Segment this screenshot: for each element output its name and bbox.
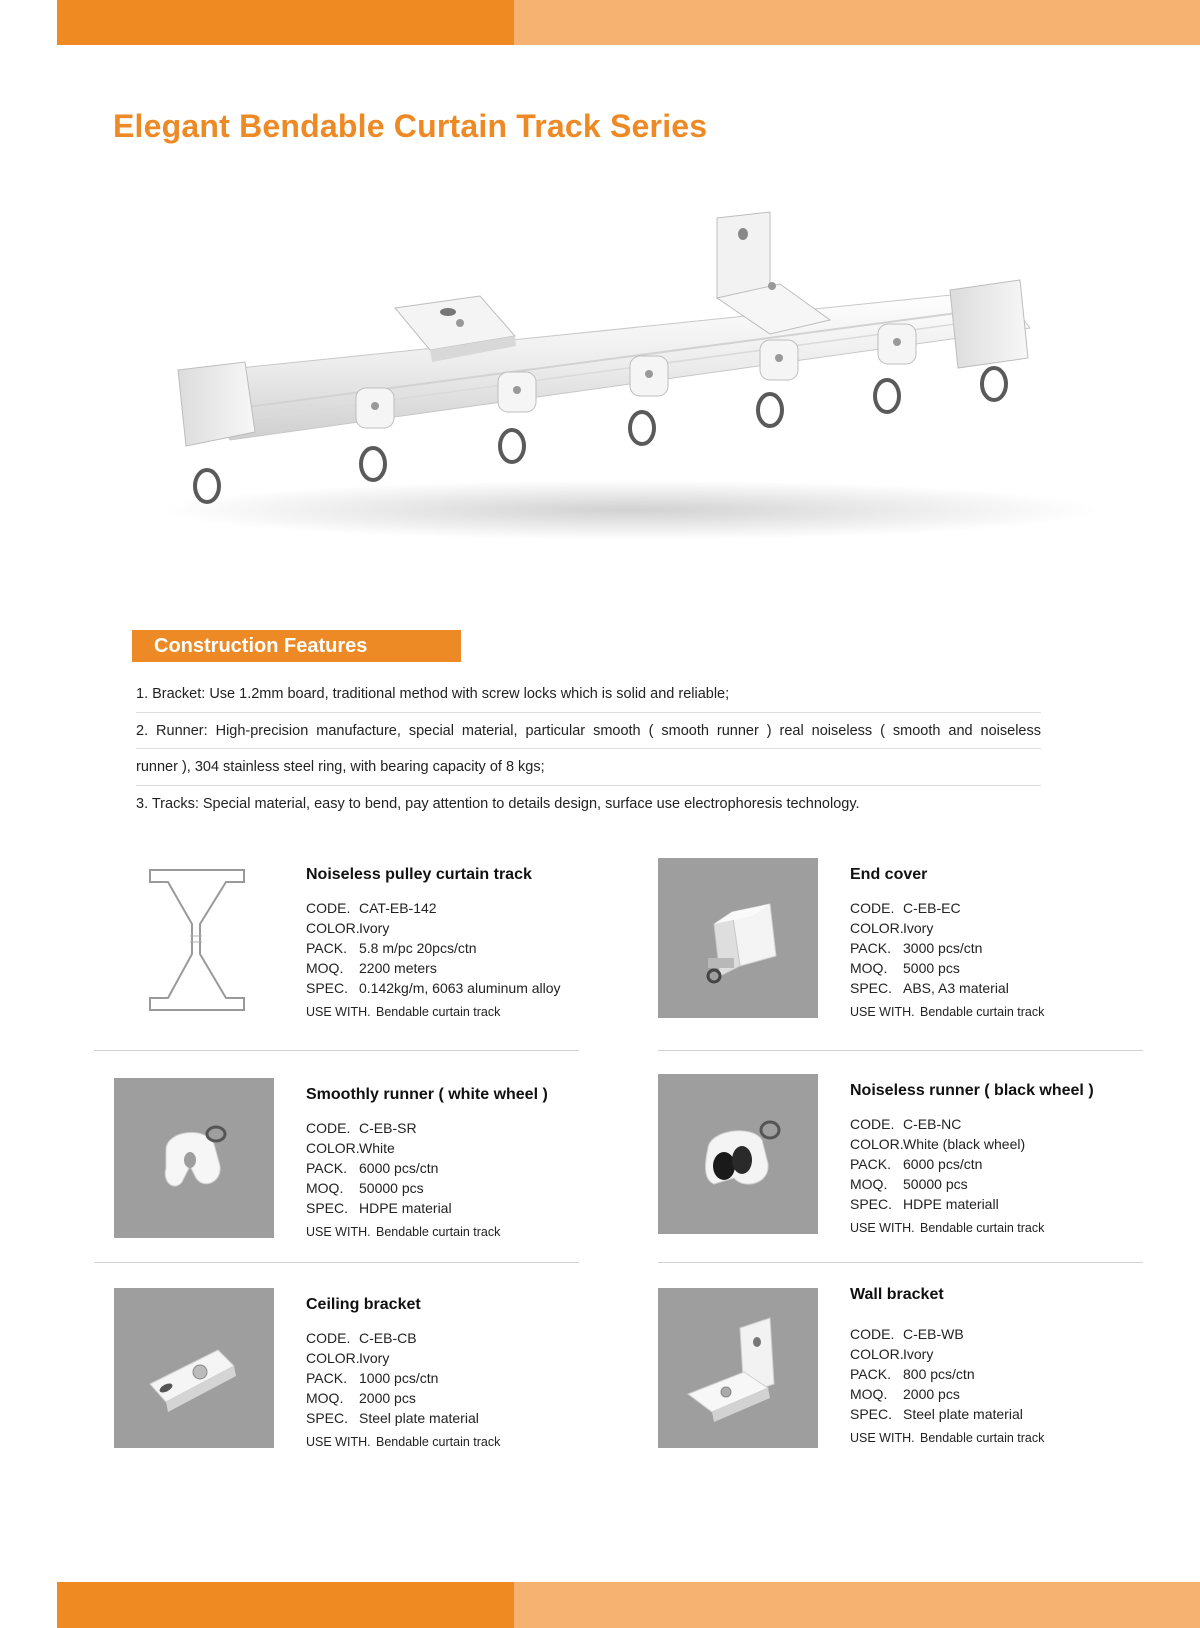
construction-features-list — [136, 676, 1041, 822]
black-runner-icon — [658, 1074, 818, 1234]
product-card-black-runner — [658, 1074, 1200, 1264]
spec-use-with: USE WITH. Bendable curtain track — [850, 1431, 1045, 1445]
spec-code: CODE. CAT-EB-142 — [306, 900, 437, 916]
spec-spec: SPEC. Steel plate material — [850, 1406, 1023, 1422]
spec-spec: SPEC. Steel plate material — [306, 1410, 479, 1426]
product-card-pulley-track — [114, 858, 674, 1048]
product-card-end-cover — [658, 858, 1200, 1048]
spec-code: CODE. C-EB-CB — [306, 1330, 417, 1346]
product-info — [850, 1082, 1190, 1239]
spec-pack: PACK. 1000 pcs/ctn — [306, 1370, 439, 1386]
construction-features-heading: Construction Features — [132, 630, 461, 662]
spec-moq: MOQ. 2000 pcs — [306, 1390, 416, 1406]
product-info — [306, 1296, 646, 1453]
end-cover-icon — [658, 858, 818, 1018]
product-name: End cover — [850, 866, 928, 883]
track-profile-icon — [114, 858, 274, 1018]
feature-line-runner-continued: runner ), 304 stainless steel ring, with bearing capacity of 8 kgs; — [136, 749, 1041, 786]
row-divider — [94, 1262, 579, 1263]
spec-moq: MOQ. 5000 pcs — [850, 960, 960, 976]
spec-moq: MOQ. 2000 pcs — [850, 1386, 960, 1402]
spec-code: CODE. C-EB-SR — [306, 1120, 417, 1136]
product-name: Wall bracket — [850, 1286, 944, 1303]
product-card-wall-bracket — [658, 1288, 1200, 1478]
feature-line-bracket: 1. Bracket: Use 1.2mm board, traditional method with screw locks which is solid and reliable; — [136, 676, 1041, 713]
top-bar-light-segment — [514, 0, 1200, 45]
bottom-bar-light-segment — [514, 1582, 1200, 1628]
feature-line-runner: 2. Runner: High-precision manufacture, special material, particular smooth ( smooth runner ) real noiseless ( smooth and noiseless — [136, 713, 1041, 750]
spec-use-with: USE WITH. Bendable curtain track — [850, 1221, 1045, 1235]
spec-pack: PACK. 3000 pcs/ctn — [850, 940, 983, 956]
spec-code: CODE. C-EB-WB — [850, 1326, 964, 1342]
bottom-color-bar — [57, 1582, 1200, 1628]
spec-spec: SPEC. HDPE material — [306, 1200, 452, 1216]
curtain-track-hero-image — [130, 210, 1110, 580]
product-info — [850, 866, 1190, 1023]
product-name: Ceiling bracket — [306, 1296, 421, 1313]
product-info — [306, 1086, 646, 1243]
product-name: Noiseless runner ( black wheel ) — [850, 1082, 1094, 1099]
feature-line-tracks: 3. Tracks: Special material, easy to bend, pay attention to details design, surface use electrophoresis technology. — [136, 795, 860, 812]
spec-color: COLOR.White — [306, 1140, 395, 1156]
wall-bracket-icon — [658, 1288, 818, 1448]
spec-color: COLOR.White (black wheel) — [850, 1136, 1026, 1152]
bottom-bar-dark-segment — [57, 1582, 514, 1628]
spec-use-with: USE WITH. Bendable curtain track — [306, 1005, 501, 1019]
product-name: Noiseless pulley curtain track — [306, 866, 532, 883]
spec-spec: SPEC. 0.142kg/m, 6063 aluminum alloy — [306, 980, 561, 996]
row-divider — [658, 1050, 1143, 1051]
spec-color: COLOR.Ivory — [850, 920, 934, 936]
ceiling-bracket-icon — [114, 1288, 274, 1448]
product-card-white-runner — [114, 1078, 674, 1268]
spec-code: CODE. C-EB-EC — [850, 900, 961, 916]
row-divider — [94, 1050, 579, 1051]
spec-color: COLOR.Ivory — [850, 1346, 934, 1362]
row-divider — [658, 1262, 1143, 1263]
product-info — [306, 866, 646, 1023]
spec-pack: PACK. 5.8 m/pc 20pcs/ctn — [306, 940, 477, 956]
spec-color: COLOR.Ivory — [306, 920, 390, 936]
top-bar-dark-segment — [57, 0, 514, 45]
product-info — [850, 1286, 1190, 1449]
spec-color: COLOR.Ivory — [306, 1350, 390, 1366]
top-color-bar — [57, 0, 1200, 45]
spec-use-with: USE WITH. Bendable curtain track — [850, 1005, 1045, 1019]
white-runner-icon — [114, 1078, 274, 1238]
spec-code: CODE. C-EB-NC — [850, 1116, 962, 1132]
product-card-ceiling-bracket — [114, 1288, 674, 1478]
spec-moq: MOQ. 2200 meters — [306, 960, 437, 976]
spec-moq: MOQ. 50000 pcs — [306, 1180, 424, 1196]
spec-spec: SPEC. HDPE materiall — [850, 1196, 999, 1212]
spec-spec: SPEC. ABS, A3 material — [850, 980, 1009, 996]
spec-use-with: USE WITH. Bendable curtain track — [306, 1435, 501, 1449]
spec-pack: PACK. 800 pcs/ctn — [850, 1366, 975, 1382]
spec-moq: MOQ. 50000 pcs — [850, 1176, 968, 1192]
spec-use-with: USE WITH. Bendable curtain track — [306, 1225, 501, 1239]
spec-pack: PACK. 6000 pcs/ctn — [850, 1156, 983, 1172]
product-name: Smoothly runner ( white wheel ) — [306, 1086, 548, 1103]
page-title: Elegant Bendable Curtain Track Series — [113, 108, 708, 144]
spec-pack: PACK. 6000 pcs/ctn — [306, 1160, 439, 1176]
